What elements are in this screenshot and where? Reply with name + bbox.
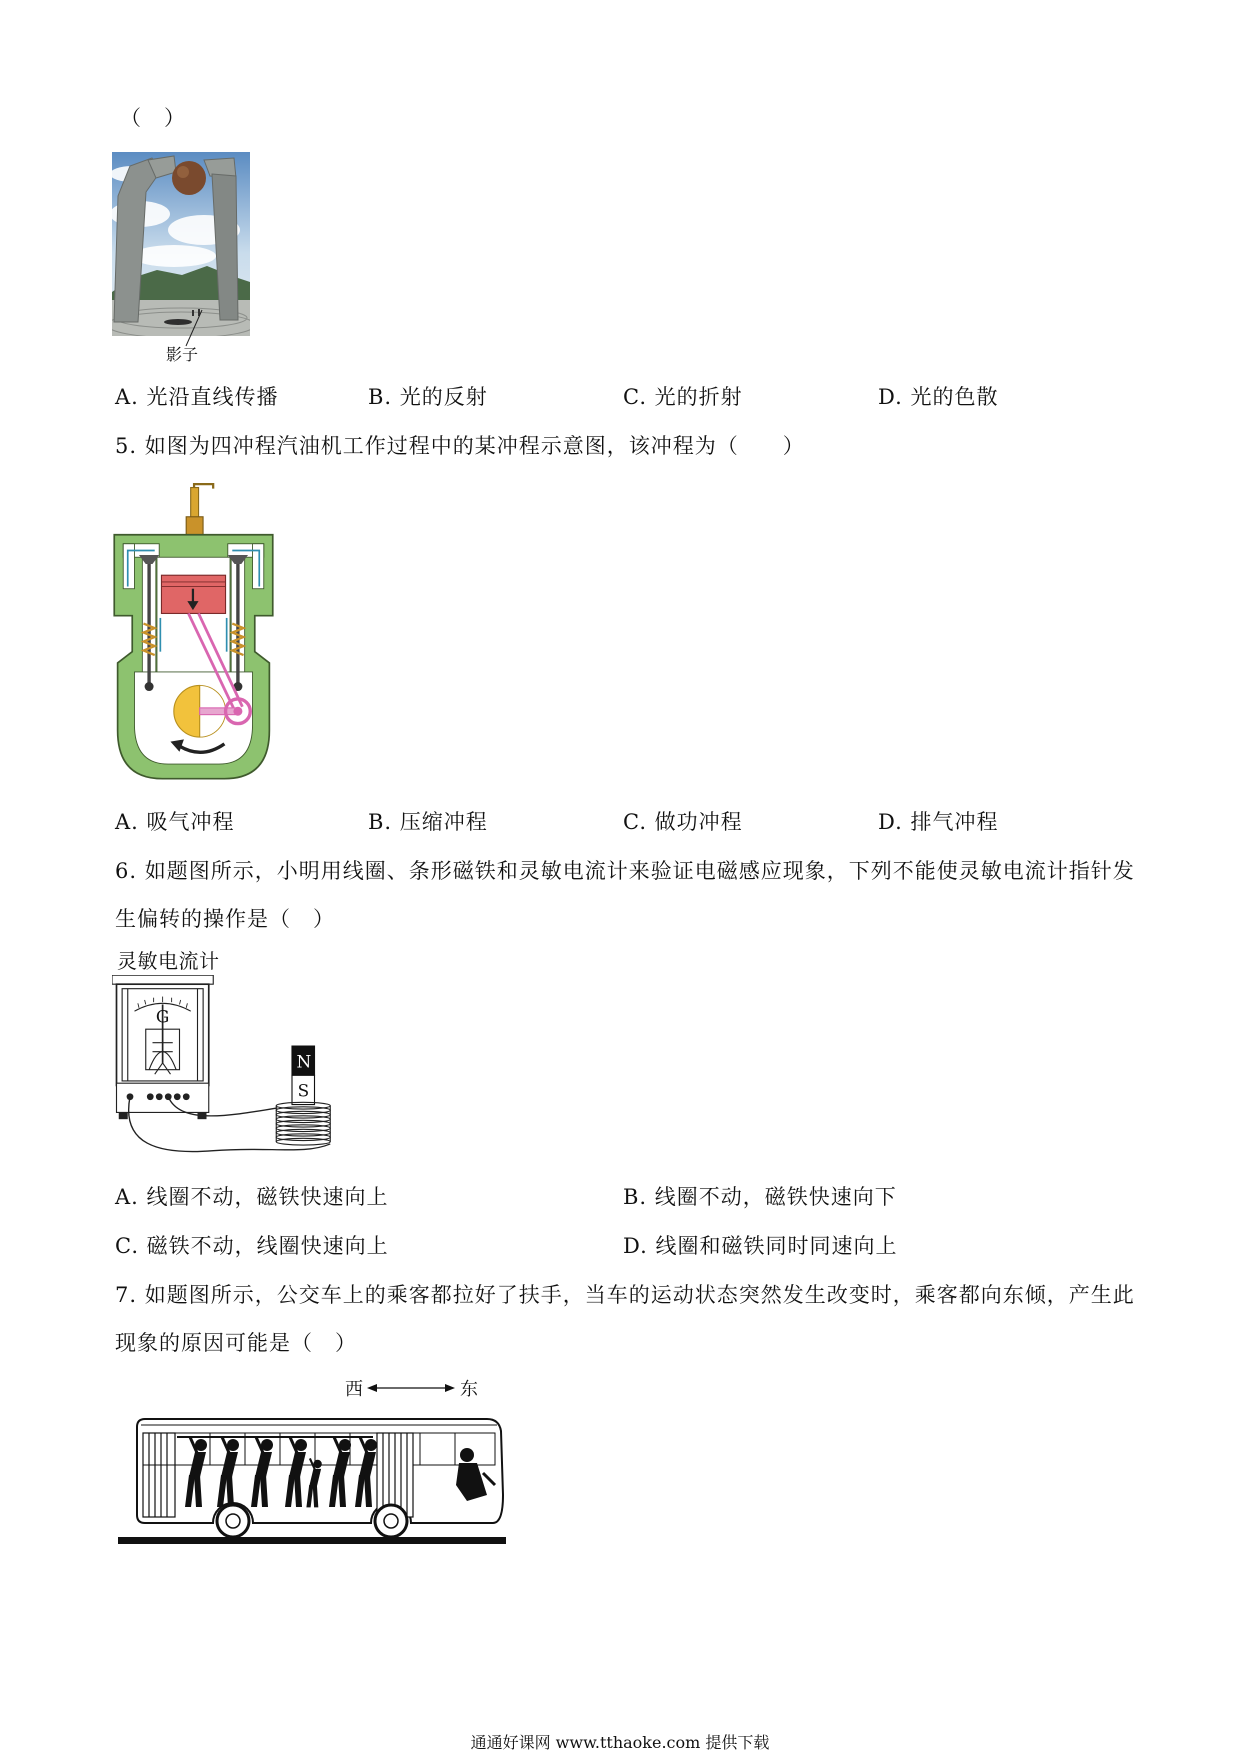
direction-west-label: 西 (345, 1379, 363, 1400)
road (118, 1537, 506, 1544)
q6-option-a: A. 线圈不动，磁铁快速向上 (115, 1185, 389, 1209)
arch-monument-photo (112, 152, 250, 336)
crank-arm (200, 708, 238, 715)
q6-stem-line-2: 生偏转的操作是（ ） (115, 907, 335, 931)
direction-arrow (367, 1384, 455, 1392)
q6-option-c: C. 磁铁不动，线圈快速向上 (115, 1234, 389, 1258)
bronze-sphere (172, 161, 206, 195)
q5-option-b: B. 压缩冲程 (368, 810, 488, 834)
galvanometer-diagram (112, 975, 337, 1161)
magnet-south-pole: S (297, 1080, 310, 1101)
q6-stem-line-1: 6. 如题图所示，小明用线圈、条形磁铁和灵敏电流计来验证电磁感应现象，下列不能使灵敏电流计指针发 (115, 859, 1135, 883)
bus-diagram (115, 1375, 510, 1547)
galvanometer (112, 975, 213, 1119)
coil (276, 1102, 330, 1145)
q4-option-b: B. 光的反射 (368, 385, 488, 409)
direction-east-label: 东 (460, 1379, 478, 1400)
q7-stem-line-2: 现象的原因可能是（ ） (115, 1331, 357, 1355)
bar-magnet (292, 1046, 315, 1105)
q7-stem-line-1: 7. 如题图所示，公交车上的乘客都拉好了扶手，当车的运动状态突然发生改变时，乘客都向东倾，产生此 (115, 1283, 1135, 1307)
q5-option-c: C. 做功冲程 (623, 810, 743, 834)
spark-plug (186, 484, 213, 535)
shadow-leader-line (182, 308, 206, 348)
q6-option-d: D. 线圈和磁铁同时同速向上 (623, 1234, 898, 1258)
page-footer: 通通好课网 www.tthaoke.com 提供下载 (470, 1733, 770, 1752)
q4-option-a: A. 光沿直线传播 (115, 385, 279, 409)
magnet-north-pole: N (296, 1051, 312, 1072)
q5-stem: 5. 如图为四冲程汽油机工作过程中的某冲程示意图，该冲程为（ ） (115, 434, 805, 458)
q5-option-d: D. 排气冲程 (878, 810, 999, 834)
q4-answer-bracket: （ ） (120, 106, 186, 130)
q5-option-a: A. 吸气冲程 (115, 810, 235, 834)
engine-diagram (112, 483, 275, 781)
photo-label-shadow: 影子 (166, 345, 199, 364)
galvanometer-symbol: G (155, 1006, 170, 1027)
q4-option-d: D. 光的色散 (878, 385, 999, 409)
q6-option-b: B. 线圈不动，磁铁快速向下 (623, 1185, 897, 1209)
q4-option-c: C. 光的折射 (623, 385, 743, 409)
galvanometer-label: 灵敏电流计 (117, 949, 220, 973)
